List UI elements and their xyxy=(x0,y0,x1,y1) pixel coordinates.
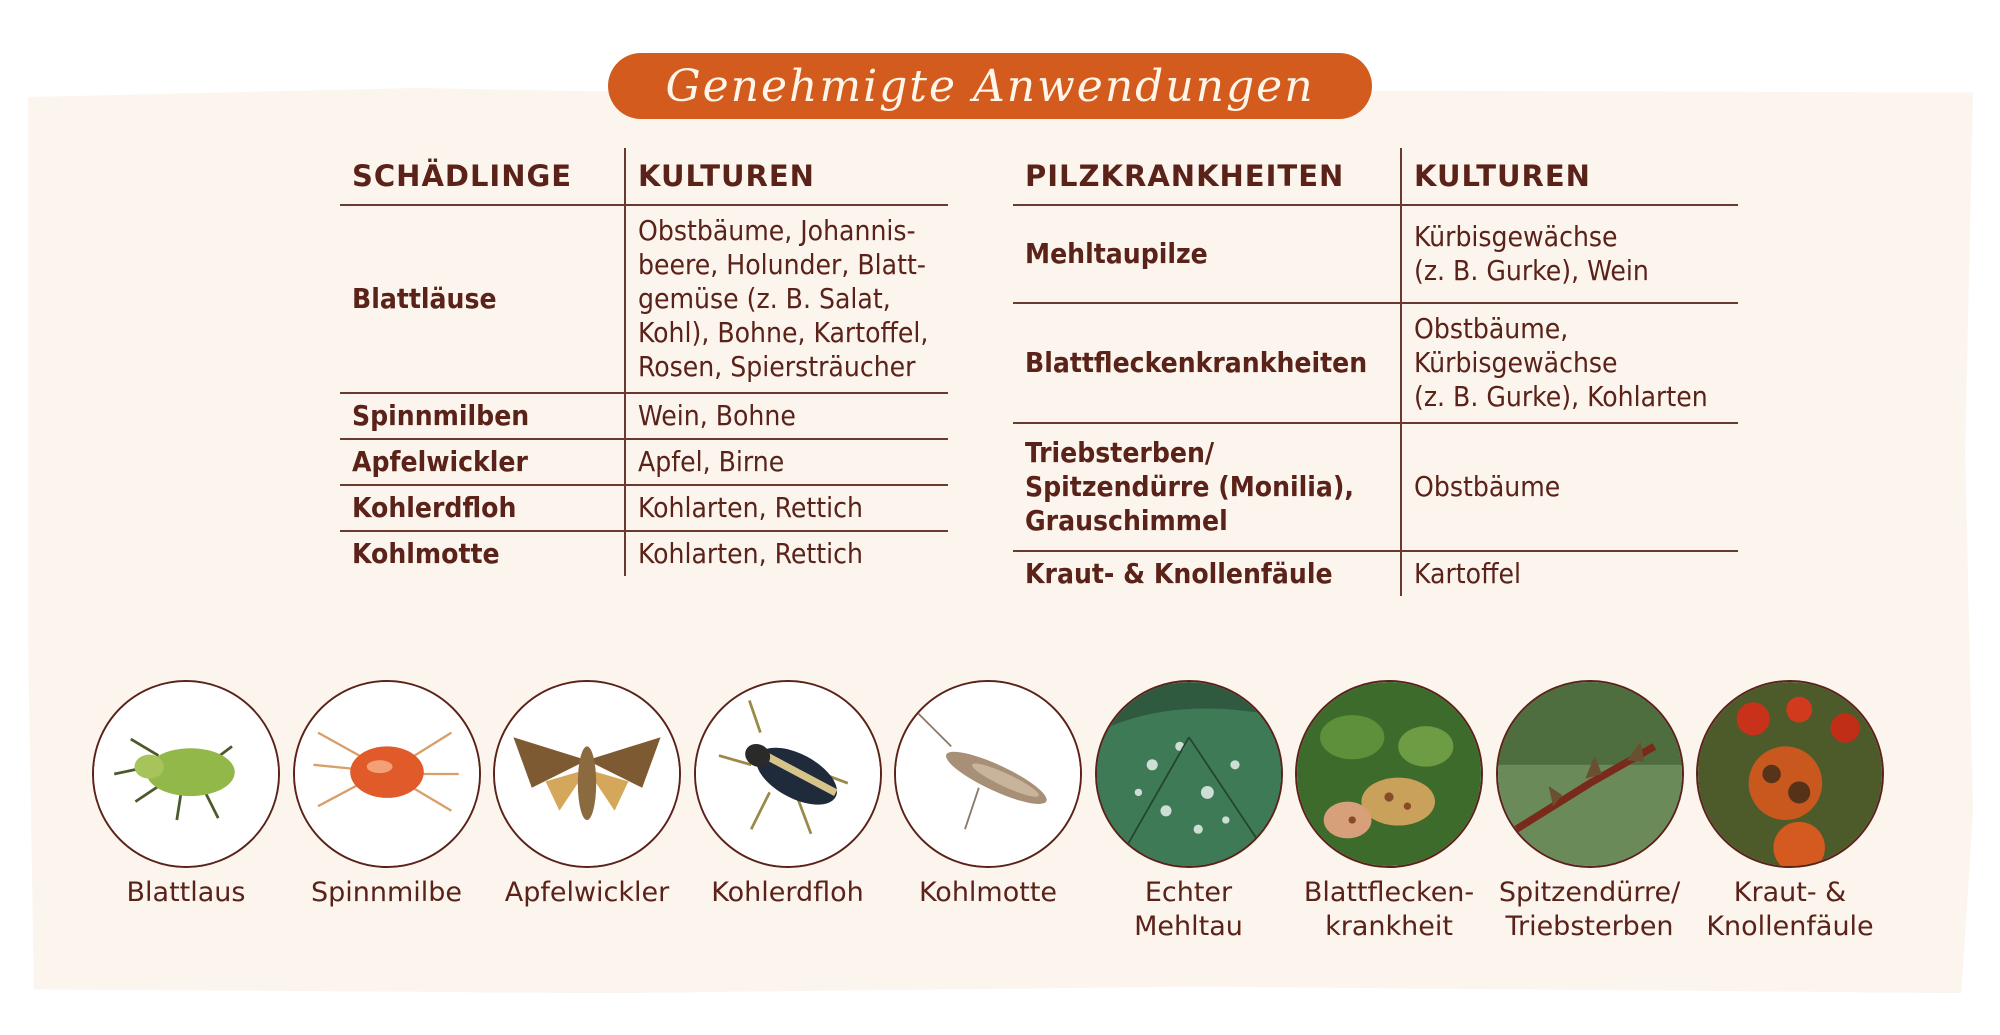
gallery-item xyxy=(1289,680,1489,944)
table-row xyxy=(340,205,948,393)
pest-crops-line: Kohl), Bohne, Kartoffel, xyxy=(638,316,929,349)
pest-name: Apfelwickler xyxy=(340,439,625,485)
pests-header-crops: KULTUREN xyxy=(625,148,948,205)
disease-name-line: Spitzendürre (Monilia), xyxy=(1025,470,1354,503)
gallery-caption-line: Blattflecken- xyxy=(1303,877,1475,908)
gallery-caption xyxy=(688,876,888,910)
pest-crops xyxy=(625,531,948,576)
disease-crops-line: Kürbisgewächse xyxy=(1414,220,1618,253)
table-row xyxy=(1013,423,1738,551)
pest-crops-line: Obstbäume, Johannis- xyxy=(638,214,916,247)
gallery-caption xyxy=(1089,876,1289,944)
disease-name-line: Mehltaupilze xyxy=(1025,237,1208,270)
table-row xyxy=(1013,551,1738,596)
gallery-caption-line: Spitzendürre/ xyxy=(1498,877,1681,908)
pest-crops-line: Apfel, Birne xyxy=(638,445,785,478)
gallery-item xyxy=(1690,680,1890,944)
photo-gallery xyxy=(86,680,1966,950)
gallery-caption-line: krankheit xyxy=(1325,911,1453,942)
disease-crops-line: Kartoffel xyxy=(1414,557,1521,590)
disease-name-line: Triebsterben/ xyxy=(1025,436,1215,469)
spider-mite-photo xyxy=(293,680,481,868)
gallery-item xyxy=(487,680,687,910)
gallery-item xyxy=(1089,680,1289,944)
fungi-header-name: PILZKRANKHEITEN xyxy=(1013,148,1401,205)
pest-name: Kohlerdfloh xyxy=(340,485,625,531)
flea-beetle-photo xyxy=(694,680,882,868)
pests-header-name: SCHÄDLINGE xyxy=(340,148,625,205)
gallery-caption xyxy=(487,876,687,910)
gallery-caption-line: Blattlaus xyxy=(126,877,246,908)
gallery-caption-line: Kraut- & xyxy=(1733,877,1847,908)
pests-table xyxy=(340,148,948,576)
pest-crops xyxy=(625,439,948,485)
leaf-spot-photo xyxy=(1295,680,1483,868)
table-row xyxy=(340,485,948,531)
disease-crops-line: Obstbäume xyxy=(1414,470,1561,503)
pest-crops xyxy=(625,393,948,439)
disease-name-line: Blattfleckenkrankheiten xyxy=(1025,346,1368,379)
gallery-item xyxy=(86,680,286,910)
aphid-photo xyxy=(92,680,280,868)
fungi-table-body xyxy=(1013,205,1738,596)
disease-crops xyxy=(1401,551,1738,596)
codling-moth-photo xyxy=(493,680,681,868)
disease-name-line: Kraut- & Knollenfäule xyxy=(1025,557,1333,590)
gallery-caption-line: Kohlerdfloh xyxy=(711,877,864,908)
gallery-caption-line: Spinnmilbe xyxy=(310,877,463,908)
disease-name xyxy=(1013,423,1401,551)
disease-crops xyxy=(1401,423,1738,551)
gallery-item xyxy=(287,680,487,910)
gallery-caption xyxy=(888,876,1088,910)
disease-crops-line: Obstbäume, xyxy=(1414,312,1569,345)
diamondback-moth-photo xyxy=(894,680,1082,868)
gallery-caption xyxy=(287,876,487,910)
gallery-caption xyxy=(1490,876,1690,944)
gallery-caption-line: Apfelwickler xyxy=(504,877,670,908)
disease-crops-line: (z. B. Gurke), Wein xyxy=(1414,254,1649,287)
gallery-caption-line: Triebsterben xyxy=(1505,911,1674,942)
disease-name xyxy=(1013,303,1401,423)
late-blight-photo xyxy=(1696,680,1884,868)
table-row xyxy=(340,393,948,439)
gallery-caption-line: Echter Mehltau xyxy=(1134,877,1243,942)
table-row xyxy=(340,439,948,485)
pest-crops-line: Rosen, Spiersträucher xyxy=(638,350,916,383)
gallery-caption xyxy=(86,876,286,910)
disease-name-line: Grauschimmel xyxy=(1025,504,1228,537)
pest-crops-line: Kohlarten, Rettich xyxy=(638,537,863,570)
pest-crops xyxy=(625,485,948,531)
pest-name: Kohlmotte xyxy=(340,531,625,576)
pest-crops-line: gemüse (z. B. Salat, xyxy=(638,282,891,315)
gallery-item xyxy=(688,680,888,910)
pests-table-body xyxy=(340,205,948,576)
gallery-caption xyxy=(1289,876,1489,944)
disease-crops xyxy=(1401,303,1738,423)
disease-crops-line: Kürbisgewächse xyxy=(1414,346,1618,379)
pest-crops-line: beere, Holunder, Blatt- xyxy=(638,248,926,281)
disease-name xyxy=(1013,551,1401,596)
gallery-caption xyxy=(1690,876,1890,944)
twig-dieback-photo xyxy=(1496,680,1684,868)
gallery-caption-line: Knollenfäule xyxy=(1706,911,1874,942)
pest-name: Spinnmilben xyxy=(340,393,625,439)
table-row xyxy=(1013,303,1738,423)
pest-crops xyxy=(625,205,948,393)
gallery-caption-line: Kohlmotte xyxy=(918,877,1058,908)
gallery-item xyxy=(888,680,1088,910)
disease-crops-line: (z. B. Gurke), Kohlarten xyxy=(1414,380,1708,413)
banner-title: Genehmigte Anwendungen xyxy=(608,53,1372,119)
disease-crops xyxy=(1401,205,1738,303)
pest-name: Blattläuse xyxy=(340,205,625,393)
table-row xyxy=(340,531,948,576)
fungi-table xyxy=(1013,148,1738,596)
pest-crops-line: Wein, Bohne xyxy=(638,399,796,432)
disease-name xyxy=(1013,205,1401,303)
fungi-header-crops: KULTUREN xyxy=(1401,148,1738,205)
pest-crops-line: Kohlarten, Rettich xyxy=(638,491,863,524)
gallery-item xyxy=(1490,680,1690,944)
powdery-mildew-photo xyxy=(1095,680,1283,868)
table-row xyxy=(1013,205,1738,303)
